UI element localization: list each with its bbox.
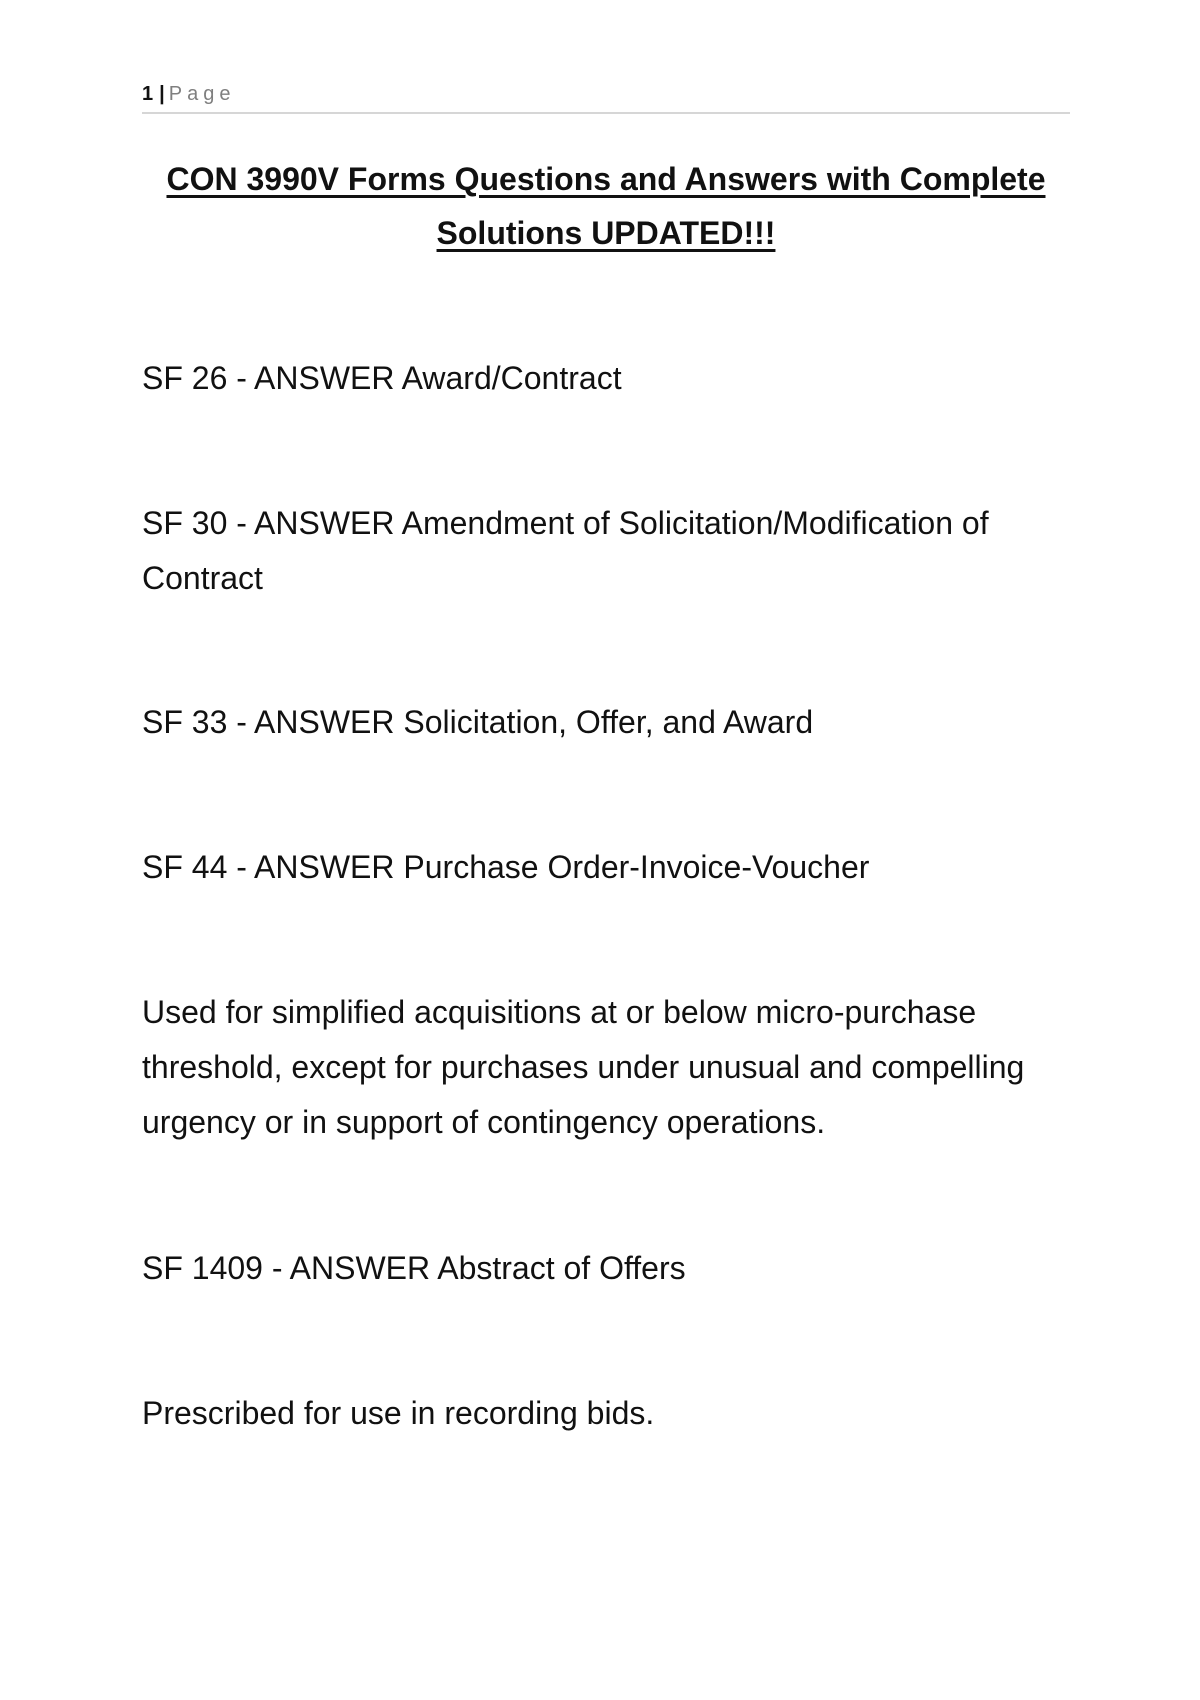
entry-sf33: SF 33 - ANSWER Solicitation, Offer, and Award xyxy=(142,704,814,740)
page-header xyxy=(142,80,1070,114)
entry-sf1409: SF 1409 - ANSWER Abstract of Offers xyxy=(142,1250,686,1286)
entry-sf30: SF 30 - ANSWER Amendment of Solicitation/Modification of Contract xyxy=(142,505,989,596)
entry-sf1409-description: Prescribed for use in recording bids. xyxy=(142,1395,655,1431)
entry-sf44-description: Used for simplified acquisitions at or below micro-purchase threshold, except for purchases under unusual and compelling urgency or in support of contingency operations. xyxy=(142,994,1025,1140)
document-title: CON 3990V Forms Questions and Answers with Complete Solutions UPDATED!!! xyxy=(166,161,1046,251)
entry-sf26: SF 26 - ANSWER Award/Contract xyxy=(142,360,622,396)
page-number: 1 xyxy=(142,83,154,105)
page-separator: | xyxy=(159,83,165,105)
page-label: Page xyxy=(168,83,236,105)
entry-sf44: SF 44 - ANSWER Purchase Order-Invoice-Voucher xyxy=(142,849,870,885)
